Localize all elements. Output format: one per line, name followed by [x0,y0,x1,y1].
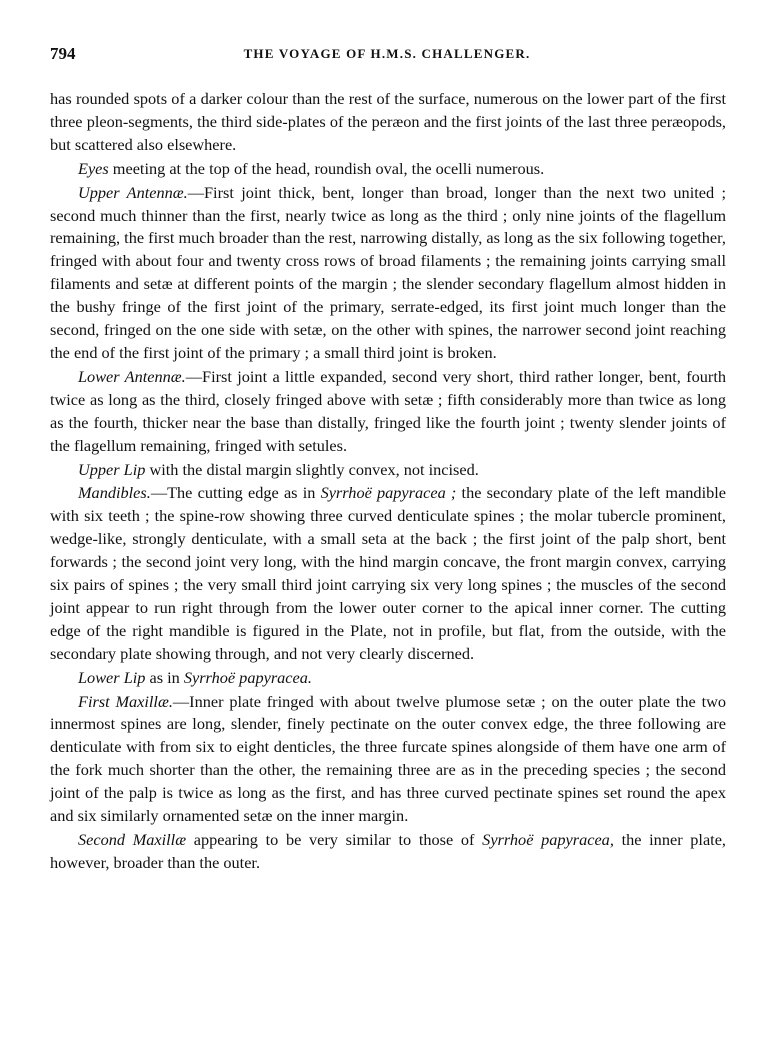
paragraph-text: with the distal margin slightly convex, not incised. [145,459,479,479]
species-name: Syrrhoë papyracea. [183,667,312,687]
paragraph-text: meeting at the top of the head, roundish oval, the ocelli numerous. [108,158,545,178]
paragraph-text: —First joint a little expanded, second very short, third rather longer, bent, fourth twice as long as the third, closely fringed above with setæ ; fifth considerably more than twice as long as the fourth, thicker near the base than distally, fringed like the fourth joint ; twenty slender joints of the flagellum remaining, fringed with setules. [50,366,726,455]
paragraph-text: —Inner plate fringed with about twelve plumose setæ ; on the outer plate the two innermost spines are long, slender, finely pectinate on the outer convex edge, the three following are denticulate with from six to eight denticles, the three furcate spines alongside of them have one arm of the fork much shorter than the other, the remaining three are as in the preceding species ; the second joint of the palp is twice as long as the first, and has three curved pectinate spines set round the apex and six similarly ornamented setæ on the inner margin. [50,691,726,826]
page-number: 794 [50,44,76,63]
paragraph-continuation [50,88,726,157]
section-heading: Second Maxillæ [78,830,187,849]
paragraph-text: —First joint thick, bent, longer than broad, longer than the next two united ; second much thinner than the first, nearly twice as long as the third ; only nine joints of the flagellum remaining, the first much broader than the rest, narrowing distally, as long as the six following together, fringed with about four and twenty cross rows of broad filaments ; the remaining joints carrying small filaments and setæ at different points of the margin ; the slender secondary flagellum almost hidden in the bushy fringe of the first joint of the primary, serrate-edged, its first joint much longer than the second, fringed on the one side with setæ, on the other with spines, the narrower second joint reaching the end of the first joint of the primary ; a small third joint is broken. [50,182,726,362]
running-title: THE VOYAGE OF H.M.S. CHALLENGER. [243,46,531,61]
page-header [50,44,724,68]
paragraph-first-maxillae [50,691,726,828]
section-heading: First Maxillæ. [78,691,173,711]
paragraph-text: the secondary plate of the left mandible with six teeth ; the spine-row showing three curved denticulate spines ; the molar tubercle prominent, wedge-like, strongly denticulate, with a small seta at the back ; the first joint of the palp short, bent forwards ; the second joint very long, with the hind margin concave, the front margin convex, carrying six pairs of spines ; the very small third joint carrying six very long spines ; the muscles of the second joint appear to run right through from the lower outer corner to the apical inner corner. The cutting edge of the right mandible is figured in the Plate, not in profile, but flat, from the outside, with the secondary plate showing through, and not very clearly discerned. [50,483,726,663]
paragraph-text: as in [145,667,184,687]
section-heading: Lower Antennæ. [78,366,186,386]
paragraph-eyes [50,158,726,181]
paragraph-text: the inner plate, however, broader than the outer. [50,830,727,872]
paragraph-text: appearing to be very similar to those of [186,830,483,849]
section-heading: Upper Lip [78,459,146,479]
paragraph-upper-antennae [50,182,726,365]
section-heading: Eyes [78,158,109,178]
section-heading: Mandibles. [78,483,151,503]
paragraph-text: —The cutting edge as in [150,483,321,503]
paragraph-text: has rounded spots of a darker colour than the rest of the surface, numerous on the lower part of the first three pleon-segments, the third side-plates of the peræon and the first joints of the last three peræopods, but scattered also elsewhere. [50,89,726,154]
section-heading: Upper Antennæ. [78,182,188,202]
body-text [50,88,726,875]
paragraph-mandibles [50,482,726,665]
species-name: Syrrhoë papyracea ; [320,483,457,503]
paragraph-upper-lip [50,459,726,482]
paragraph-lower-lip [50,667,726,690]
species-name: Syrrhoë papyracea, [482,830,614,849]
section-heading: Lower Lip [78,667,146,687]
paragraph-lower-antennae [50,366,726,458]
paragraph-second-maxillae [50,829,726,875]
